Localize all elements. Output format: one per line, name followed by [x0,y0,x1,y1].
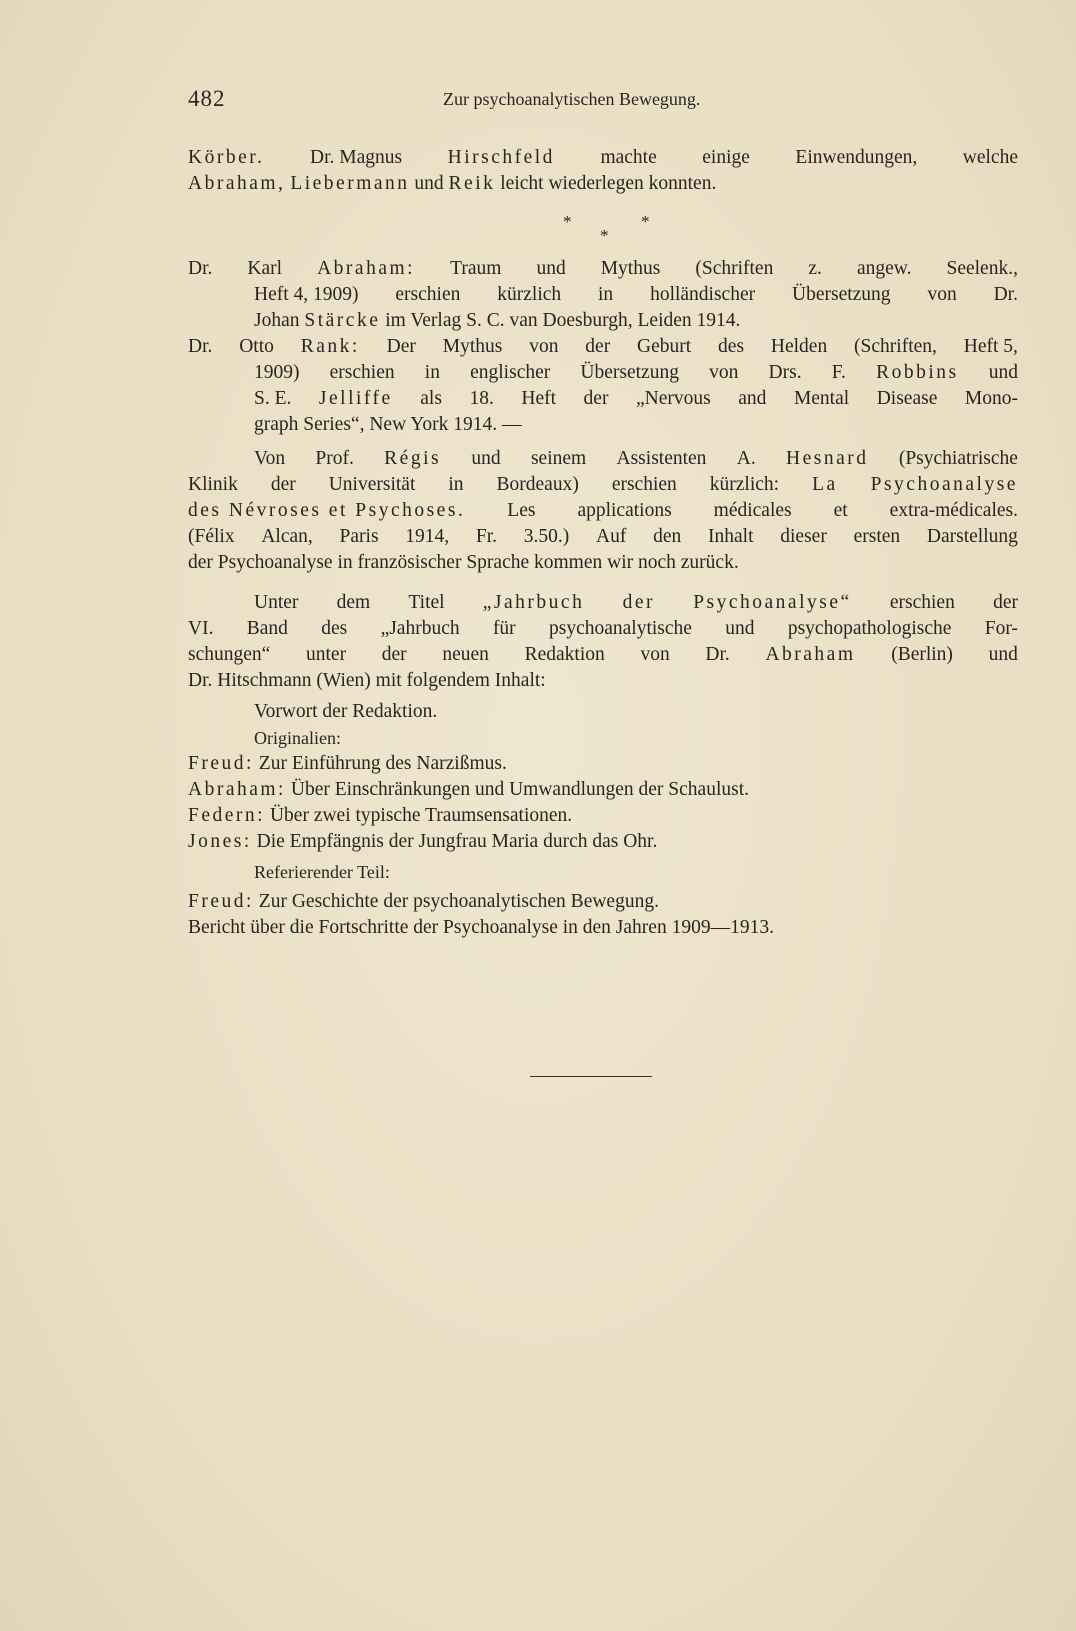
entry-rank [188,334,1018,438]
text-line: Abraham, Liebermann und Reik leicht wiederlegen konnten. [188,173,717,194]
text-line: Körber. Dr. Magnus Hirschfeld machte einige Einwendungen, welche [188,147,1018,168]
toc-preface: Vorwort der Redaktion. [254,701,438,722]
toc-title: Über zwei typische Traumsensationen. [269,805,573,826]
toc-entry [188,803,1018,829]
entry-abraham [188,256,1018,334]
section-end-rule [530,1076,652,1077]
text-line: des Névroses et Psychoses. Les applications médicales et extra-médicales. [188,500,1018,521]
text-line: Johan Stärcke im Verlag S. C. van Doesburgh, Leiden 1914. [254,310,741,331]
jahrbuch-contents [188,699,1018,941]
text-line: Klinik der Universität in Bordeaux) erschien kürzlich: La Psychoanalyse [188,474,1018,495]
toc-title: Die Empfängnis der Jungfrau Maria durch das Ohr. [256,831,658,852]
text-line: S. E. Jelliffe als 18. Heft der „Nervous and Mental Disease Mono- [254,388,1018,409]
paragraph-jahrbuch [188,590,1018,694]
text-line: Unter dem Titel „Jahrbuch der Psychoanalyse“ erschien der [254,592,1018,613]
toc-section-heading: Originalien: [254,728,341,748]
toc-entry [188,889,1018,915]
toc-entry [188,777,1018,803]
page-number: 482 [188,86,226,111]
text-line: (Félix Alcan, Paris 1914, Fr. 3.50.) Auf den Inhalt dieser ersten Darstellung [188,526,1018,547]
paragraph-opening [188,145,1018,197]
text-line: Von Prof. Régis und seinem Assistenten A. Hesnard (Psychiatrische [254,448,1018,469]
toc-author: Abraham: [188,779,286,800]
text-line: Heft 4, 1909) erschien kürzlich in holländischer Übersetzung von Dr. [254,284,1018,305]
text-line: 1909) erschien in englischer Übersetzung von Drs. F. Robbins und [254,362,1018,383]
asterisk-divider: * [600,226,609,245]
toc-entry [188,829,1018,855]
paragraph-regis [188,446,1018,576]
text-line: Dr. Hitschmann (Wien) mit folgendem Inhalt: [188,670,546,691]
toc-report: Bericht über die Fortschritte der Psychoanalyse in den Jahren 1909—1913. [188,917,774,938]
toc-title: Zur Einführung des Narzißmus. [258,753,507,774]
toc-author: Freud: [188,891,254,912]
text-line: schungen“ unter der neuen Redaktion von Dr. Abraham (Berlin) und [188,644,1018,665]
asterisk-divider: * [563,212,572,231]
toc-section-heading: Referierender Teil: [254,862,390,882]
running-title: Zur psychoanalytischen Bewegung. [443,89,701,109]
text-line: Dr. Otto Rank: Der Mythus von der Geburt des Helden (Schriften, Heft 5, [188,336,1018,357]
text-line: der Psychoanalyse in französischer Sprache kommen wir noch zurück. [188,552,739,573]
asterisk-divider: * [641,212,650,231]
text-line: graph Series“, New York 1914. — [254,414,522,435]
toc-author: Jones: [188,831,252,852]
toc-entry [188,751,1018,777]
toc-author: Federn: [188,805,266,826]
text-line: VI. Band des „Jahrbuch für psychoanalytische und psychopathologische For- [188,618,1018,639]
toc-title: Zur Geschichte der psychoanalytischen Bewegung. [258,891,659,912]
text-line: Dr. Karl Abraham: Traum und Mythus (Schriften z. angew. Seelenk., [188,258,1018,279]
toc-title: Über Einschränkungen und Umwandlungen der Schaulust. [290,779,750,800]
toc-author: Freud: [188,753,254,774]
page-header [188,86,1018,116]
